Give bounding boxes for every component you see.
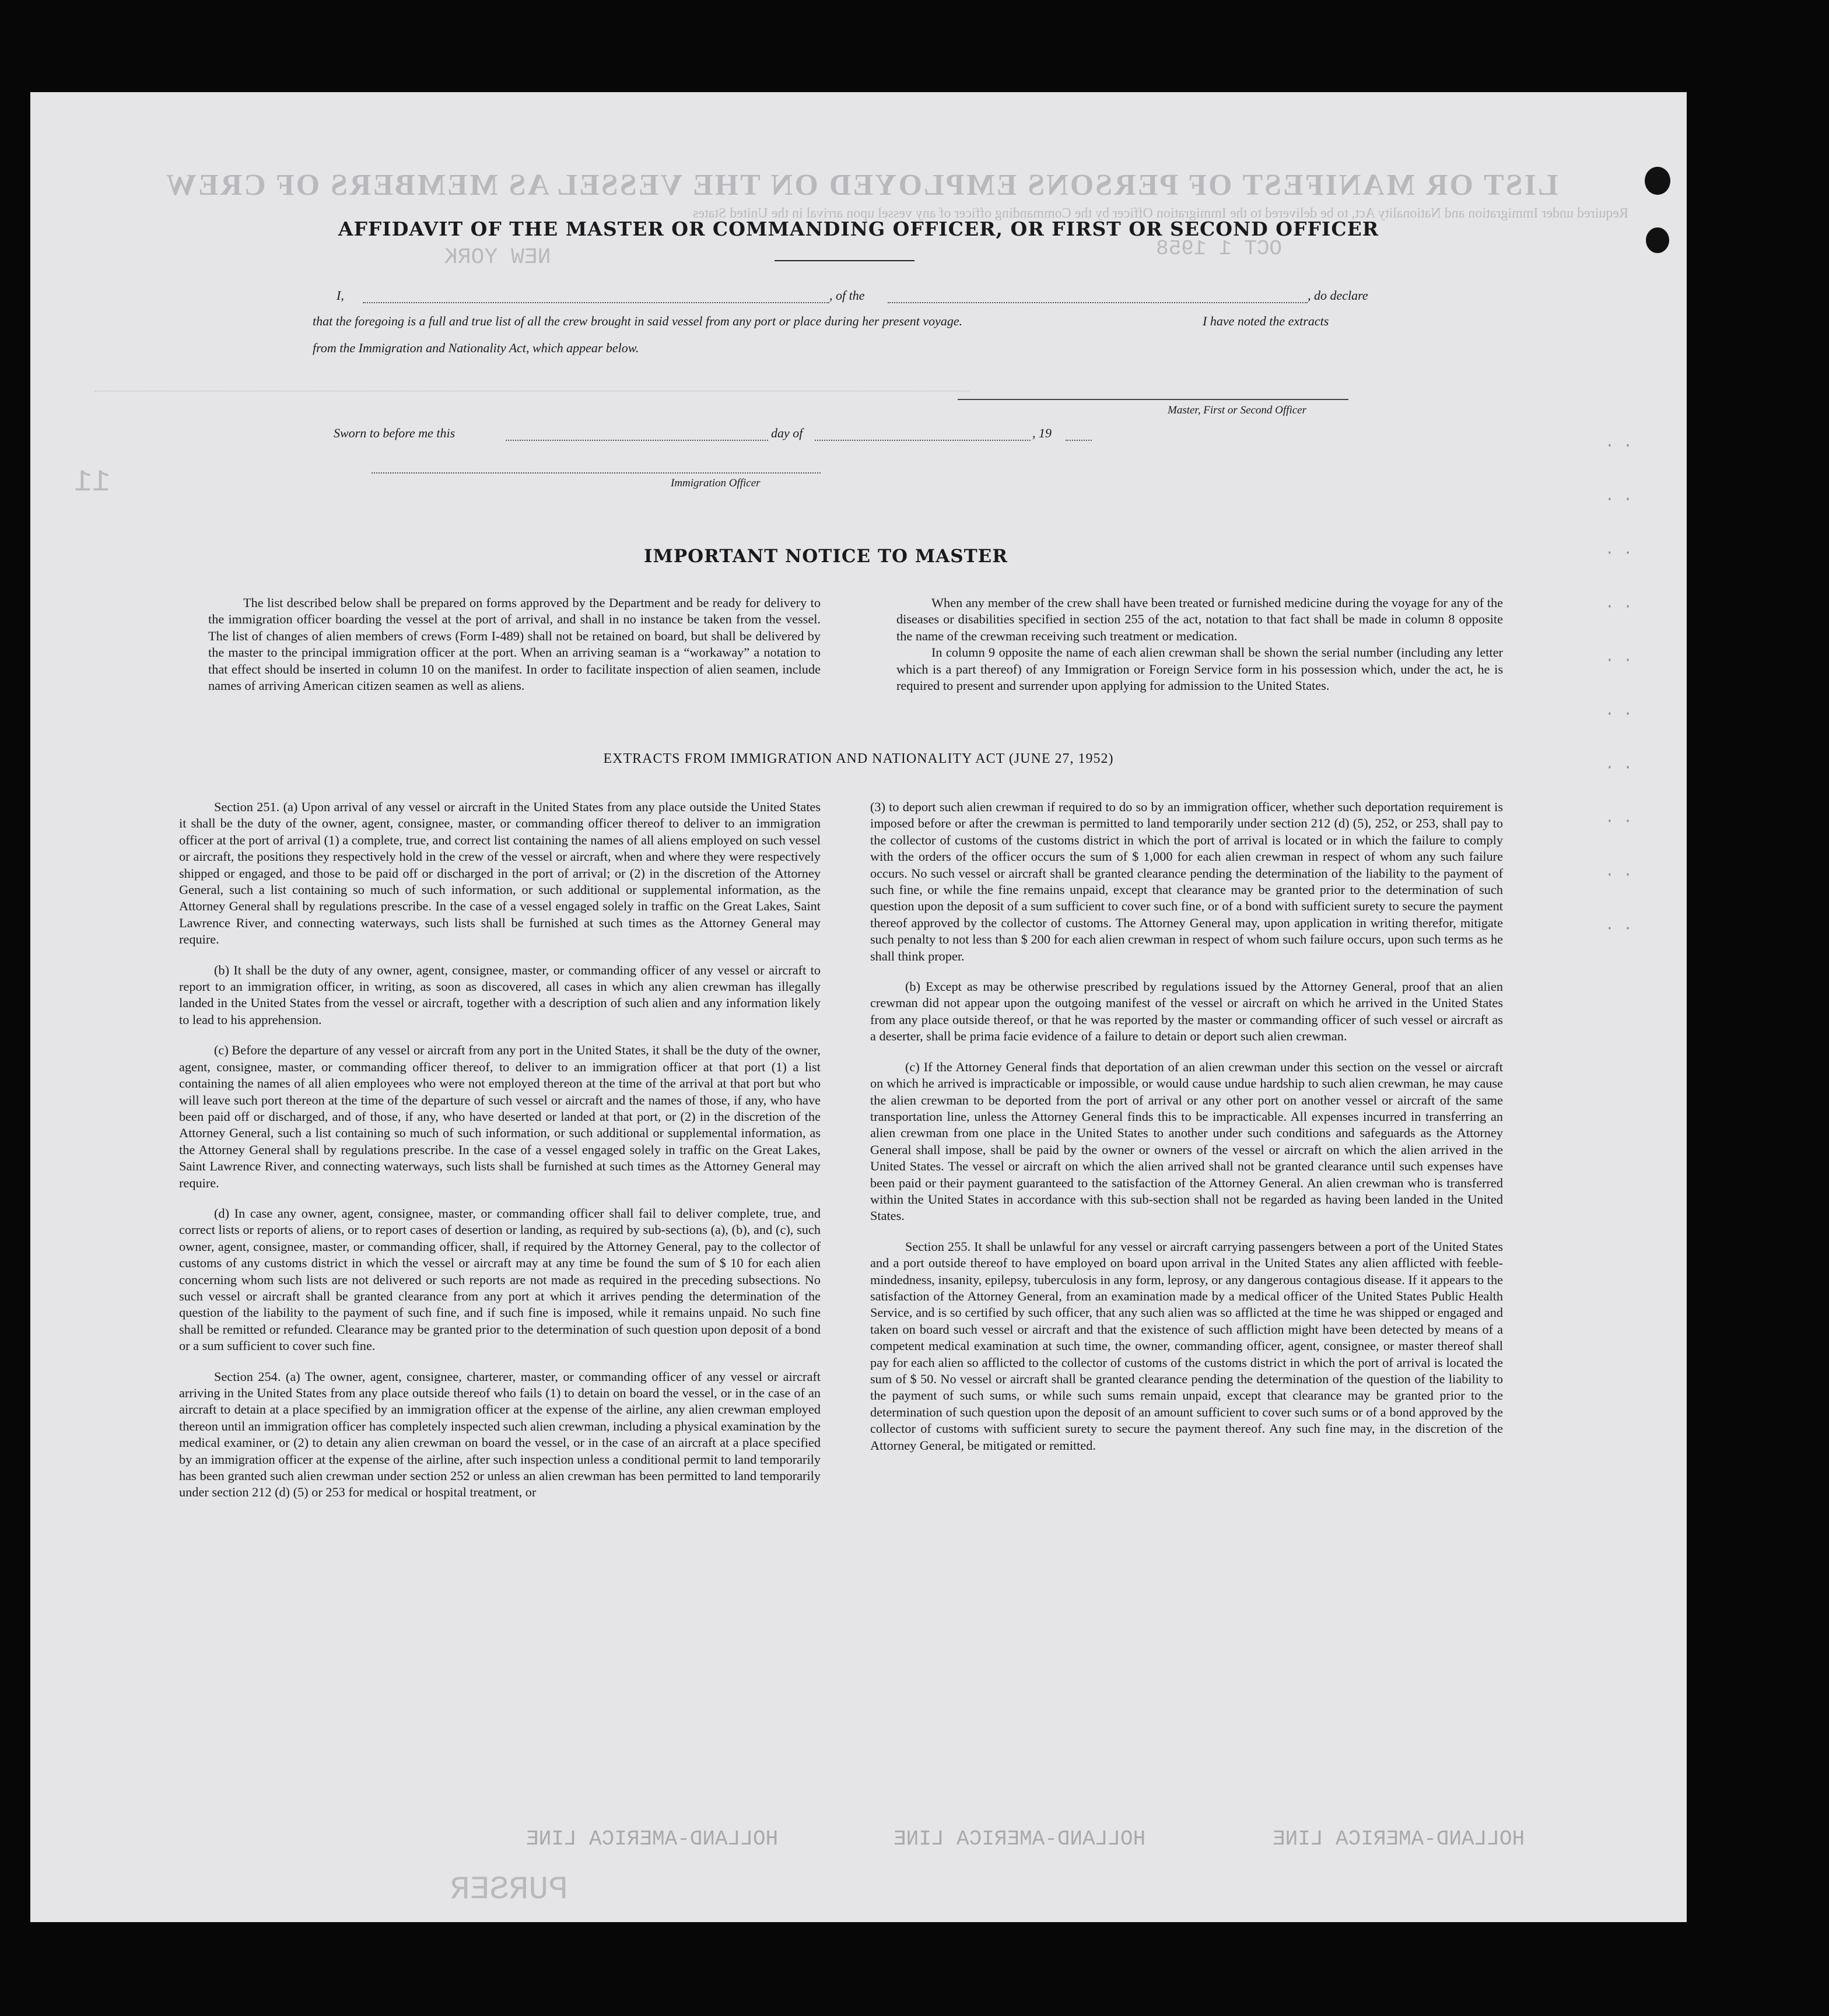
affidavit-heading: AFFIDAVIT OF THE MASTER OR COMMANDING OFFICER, OR FIRST OR SECOND OFFICER [338,218,1379,240]
punch-hole [1646,227,1669,253]
month-field[interactable] [815,440,1031,441]
section-254-a: Section 254. (a) The owner, agent, consignee, charterer, master, or commanding officer of any vessel or aircraft arriving in the United States from any place outside thereof who fails (1) to detain on board the vessel, or in the case of an aircraft to detain at a place specified by an immigration officer at the expense of the airline, any alien crewman employed thereon until an immigration officer has completely inspected such alien crewman, including a physical examination by the medical examiner, or (2) to detain any alien crewman on board the vessel, or in the case of an aircraft at a place specified by an immigration officer at the expense of the airline, after such inspection unless a conditional permit to land temporarily has been granted such alien crewman under section 252 or unless an alien crewman has been permitted to land temporarily under section 212 (d) (5) or 253 for medical or hospital treatment, or [179,1369,821,1500]
vessel-field[interactable] [888,302,1308,303]
section-254-a-continued: (3) to deport such alien crewman if required to do so by an immigration officer, whether such deportation requirement is imposed before or after the crewman is permitted to land temporarily under section 212 (d) (5), 252, or 253, shall pay to the collector of customs of the customs district in which the port of arrival is located or in which the failure to comply with the orders of the officer occurs the sum of $ 1,000 for each alien crewman in respect of whom any such failure occurs. No such vessel or aircraft shall be granted clearance pending the determination of the liability to the payment of such fine, or while the fine remains unpaid, except that clearance may be granted prior to the determination of such question upon the deposit of a sum sufficient to cover such fine, or of a bond with sufficient surety to secure the payment thereof approved by the collector of customs. The Attorney General may, upon application in writing therefor, mitigate such penalty to not less than $ 200 for each alien crewman in respect of whom such failure occurs, upon such terms as he shall think proper. [870,800,1503,963]
heading-rule [775,260,914,261]
extracts-left-column [179,799,821,1515]
section-251-a: Section 251. (a) Upon arrival of any vessel or aircraft in the United States from any place outside the United States it shall be the duty of the owner, agent, consignee, master, or commanding officer thereof to deliver to an immigration officer at the port of arrival (1) a complete, true, and correct list containing the names of all aliens employed on such vessel or aircraft, the positions they respectively hold in the crew of the vessel or aircraft, when and where they were respectively shipped or engaged, and those to be paid off or discharged in the port of arrival; or (2) in the discretion of the Attorney General, such a list containing so much of such information, or such additional or supplemental information, as the Attorney General shall by regulations prescribe. In the case of a vessel engaged solely in traffic on the Great Lakes, Saint Lawrence River, and connecting waterways, such lists shall be furnished at such times as the Attorney General may require. [179,800,821,947]
notice-right-text-2: In column 9 opposite the name of each alien crewman shall be shown the serial number (including any letter which is a part thereof) of any Immigration or Foreign Service form in his possession which, under the act, he is required to present and surrender upon applying for admission to the United States. [896,645,1503,693]
extracts-right-column [870,799,1503,1468]
section-251-d: (d) In case any owner, agent, consignee, master, or commanding officer shall fail to deliver complete, true, and correct lists or reports of aliens, or to report cases of desertion or landing, as required by sub-sections (a), (b), and (c), such owner, agent, consignee, master, or commanding officer, shall, if required by the Attorney General, pay to the collector of customs of any customs district in which the vessel or aircraft may at any time be found the sum of $ 10 for each alien concerning whom such lists are not delivered or such reports are not made as required in the preceding subsections. No such vessel or aircraft shall be granted clearance from any port at which it arrives pending the determination of the question of the liability to the payment of such fine, and if such fine is imposed, while it remains unpaid. No such fine shall be remitted or refunded. Clearance may be granted prior to the determination of such question upon deposit of a bond or a sum sufficient to cover such fine. [179,1205,821,1354]
affidavit-line-3: from the Immigration and Nationality Act, which appear below. [313,341,639,355]
section-251-b: (b) It shall be the duty of any owner, agent, consignee, master, or commanding officer of any vessel or aircraft to report to an immigration officer, in writing, as soon as discovered, all cases in which any alien crewman has illegally landed in the United States from the vessel or aircraft, together with a description of such alien and any information likely to lead to his apprehension. [179,962,821,1027]
sworn-day-field[interactable] [506,440,768,441]
notice-left-paragraph [208,595,821,694]
bleed-through-form-subtitle: Required under Immigration and Nationality Act, to be delivered to the Immigration Officer by the Commanding officer of any vessel upon arrival in the United States [692,206,1628,221]
sworn-label: Sworn to before me this [334,426,456,440]
notice-left-text: The list described below shall be prepared on forms approved by the Department and be ready for delivery to the immigration officer boarding the vessel at the port of arrival, and shall in no instance be taken from the vessel. The list of changes of alien members of crews (Form I-489) shall not be retained on board, but shall be delivered by the master to the principal immigration officer at the port. When an arriving seaman is a “workaway” a notation to that effect should be inserted in column 10 on the manifest. In order to facilitate inspection of alien seamen, include names of arriving American citizen seamen as well as aliens. [208,595,821,693]
bleed-through-purser-stamp: PURSER [450,1871,568,1908]
bleed-through-form-title: LIST OR MANIFEST OF PERSONS EMPLOYED ON THE VESSEL AS MEMBERS OF CREW [164,169,1558,202]
section-254-b: (b) Except as may be otherwise prescribed by regulations issued by the Attorney General, proof that an alien crewman did not appear upon the outgoing manifest of the vessel or aircraft on which he arrived in the United States from any place outside thereof, or that he was reported by the master or commanding officer of such vessel or aircraft as a deserter, shall be prima facie evidence of a failure to detain or deport such alien crewman. [870,979,1503,1044]
year-label: , 19 [1032,426,1052,440]
year-field[interactable] [1066,440,1092,441]
margin-marks: · · · · · · · · · · · · · · · · · · · · [1605,437,1632,937]
bleed-through-margin-number: 11 [74,465,111,500]
name-field[interactable] [363,302,829,303]
affidavit-declare: , do declare [1308,288,1368,303]
holland-america-stamp: HOLLAND-AMERICA LINE [526,1827,779,1851]
officer-signature-line[interactable] [372,472,821,474]
section-254-c: (c) If the Attorney General finds that deportation of an alien crewman under this section on the vessel or aircraft on which he arrived is impracticable or impossible, or would cause undue hardship to such alien crewman, he may cause the alien crewman to be deported from the port of arrival or any other port on another vessel or aircraft of the same transportation line, unless the Attorney General finds this to be impracticable. All expenses incurred in transferring an alien crewman from one place in the United States to another under such conditions and safeguards as the Attorney General shall impose, shall be paid by the owner or owners of the vessel or aircraft on which the alien arrived in the United States. The vessel or aircraft on which the alien arrived shall not be granted clearance until such expenses have been paid or their payment guaranteed to the satisfaction of the Attorney General. An alien crewman who is transferred within the United States in accordance with this sub-section shall not be regarded as having been landed in the United States. [870,1059,1503,1223]
notice-right-paragraphs [896,595,1503,694]
holland-america-stamp: HOLLAND-AMERICA LINE [894,1827,1146,1851]
affidavit-noted-extracts: I have noted the extracts [1203,314,1329,328]
notice-heading: IMPORTANT NOTICE TO MASTER [644,546,1008,567]
affidavit-line-2: that the foregoing is a full and true list of all the crew brought in said vessel from any port or place during her present voyage. [313,314,963,328]
affidavit-of-the: , of the [829,288,865,303]
bleed-through-date: OCT 1 1958 [1156,237,1283,261]
affidavit-i: I, [337,288,344,303]
notice-right-text-1: When any member of the crew shall have been treated or furnished medicine during the voyage for any of the diseases or disabilities specified in section 255 of the act, notation to that fact shall be made in column 8 opposite the name of the crewman receiving such treatment or medication. [896,595,1503,643]
master-signature-label: Master, First or Second Officer [1168,404,1307,416]
punch-hole [1645,167,1670,195]
day-of-label: day of [771,426,803,440]
section-251-c: (c) Before the departure of any vessel or aircraft from any port in the United States, it shall be the duty of the owner, agent, consignee, master, or commanding officer thereof, to deliver to an immigration officer at that port (1) a list containing the names of all alien employees who were not employed thereon at the time of the arrival at that port but who will leave such port thereon at the time of the departure of such vessel or aircraft and the names of those, if any, who have been paid off or discharged, and of those, if any, who have deserted or landed at that port, or (2) in the discretion of the Attorney General, such a list containing so much of such information, or such additional or supplemental information, as the Attorney General shall by regulations prescribe. In the case of a vessel engaged solely in traffic on the Great Lakes, Saint Lawrence River, and connecting waterways, such lists shall be furnished at such times as the Attorney General may require. [179,1043,821,1190]
document-page [30,92,1687,1922]
bleed-through-port: NEW YORK [444,245,551,270]
holland-america-stamp: HOLLAND-AMERICA LINE [1273,1827,1525,1851]
extracts-heading: EXTRACTS FROM IMMIGRATION AND NATIONALITY ACT (JUNE 27, 1952) [603,751,1114,766]
section-255: Section 255. It shall be unlawful for any vessel or aircraft carrying passengers between a port of the United States and a port outside thereof to have employed on board upon arrival in the United States any alien afflicted with feeble-mindedness, insanity, epilepsy, tuberculosis in any form, leprosy, or any dangerous contagious disease. If it appears to the satisfaction of the Attorney General, from an examination made by a medical officer of the United States Public Health Service, and is so certified by such officer, that any such alien was so afflicted at the time he was shipped or engaged and taken on board such vessel or aircraft and that the existence of such affliction might have been detected by means of a competent medical examination at such time, the owner, commanding officer, agent, consignee, or master thereof shall pay for each alien so afflicted to the collector of customs of the customs district in which the port of arrival is located the sum of $ 50. No vessel or aircraft shall be granted clearance pending the determination of the question of the liability to the payment of such sums, or while such sums remain unpaid, except that clearance may be granted prior to the determination of such question upon the deposit of an amount sufficient to cover such sums or of a bond approved by the collector of customs with sufficient surety to secure the payment thereof. Any such fine may, in the discretion of the Attorney General, be mitigated or remitted. [870,1239,1503,1453]
officer-signature-label: Immigration Officer [671,477,761,489]
master-signature-line[interactable] [958,399,1348,400]
